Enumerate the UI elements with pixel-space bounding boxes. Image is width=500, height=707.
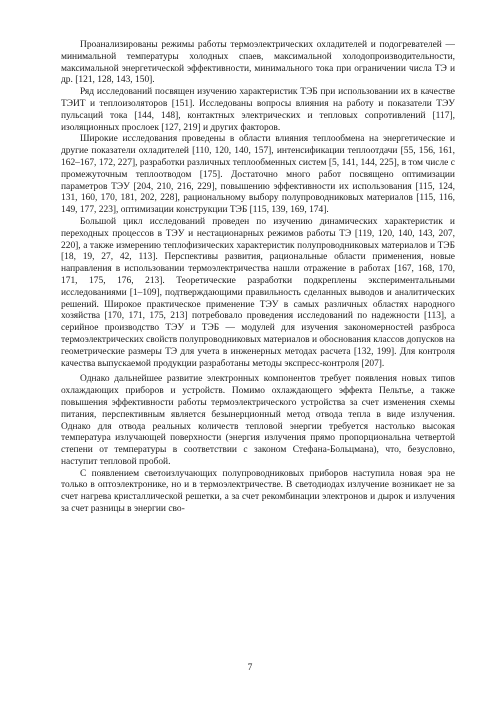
paragraph-1: Проанализированы режимы работы термоэлектрических охладителей и подогревателей — минимальной температуры холодных спаев, максимальной холодопроизводительности, максимальной энергетической эффективности, минимального тока при ограничении числа ТЭ и др. [121, 128, 143, 150]. <box>61 40 455 86</box>
paragraph-3: Широкие исследования проведены в области влияния теплообмена на энергетические и другие показатели охладителей [110, 120, 140, 157], интенсификации теплоотдачи [55, 156, 161, 162–167, 172, 227], разработки различных теплообменных систем [5, 141, 144, 225], в том числе с промежуточным теплоотводом [175]. Достаточно много работ посвящено оптимизации параметров ТЭУ [204, 210, 216, 229], повышению эффективности их использования [115, 124, 131, 160, 170, 181, 202, 228], рациональному выбору полупроводниковых материалов [115, 116, 149, 177, 223], оптимизации конструкции ТЭБ [115, 139, 169, 174]. <box>61 134 455 216</box>
paragraph-4: Большой цикл исследований проведен по изучению динамических характеристик и переходных процессов в ТЭУ и нестационарных режимов работы ТЭ [119, 120, 140, 143, 207, 220], а также измерению теплофизических характеристик полупроводниковых материалов и ТЭБ [18, 19, 27, 42, 113]. Перспективы развития, рациональные области применения, новые направления в использовании термоэлектричества нашли отражение в работах [167, 168, 170, 171, 175, 176, 213]. Теоретические разработки подкреплены экспериментальными исследованиями [1–109], подтверждающими правильность сделанных выводов и аналитических решений. Широкое практическое применение ТЭУ в самых различных областях народного хозяйства [170, 171, 175, 213] потребовало проведения исследований по надежности [113], а серийное производство ТЭУ и ТЭБ — модулей для изучения закономерностей разброса термоэлектрических свойств полупроводниковых материалов и обоснования классов допусков на геометрические размеры ТЭ для учета в инженерных методах расчета [132, 199]. Для контроля качества выпускаемой продукции разработаны методы экспресс-контроля [207]. <box>61 216 455 369</box>
paragraph-6: С появлением светоизлучающих полупроводниковых приборов наступила новая эра не только в оптоэлектронике, но и в термоэлектричестве. В светодиодах излучение возникает не за счет нагрева кристаллической решетки, а за счет рекомбинации электронов и дырок и излучения за счет разницы в энергии сво- <box>61 468 455 515</box>
paragraph-2: Ряд исследований посвящен изучению характеристик ТЭБ при использовании их в качестве ТЭИТ и теплоизоляторов [151]. Исследованы вопросы влияния на работу и показатели ТЭУ пульсаций тока [144, 148], контактных электрических и тепловых сопротивлений [117], изоляционных прослоек [127, 219] и других факторов. <box>61 87 455 133</box>
page-number: 7 <box>247 663 253 673</box>
paragraph-5: Однако дальнейшее развитие электронных компонентов требует появления новых типов охлаждающих приборов и устройств. Помимо охлаждающего эффекта Пельтье, а также повышения эффективности работы термоэлектрического устройства за счет изменения схемы питания, перспективным является безынерционный метод отвода тепла в виде излучения. Однако для отвода реальных количеств тепловой энергии требуется настолько высокая температура излучающей поверхности (энергия излучения прямо пропорциональна четвертой степени от температуры в соответствии с законом Стефана-Больцмана), что, безусловно, наступит тепловой пробой. <box>61 374 455 467</box>
